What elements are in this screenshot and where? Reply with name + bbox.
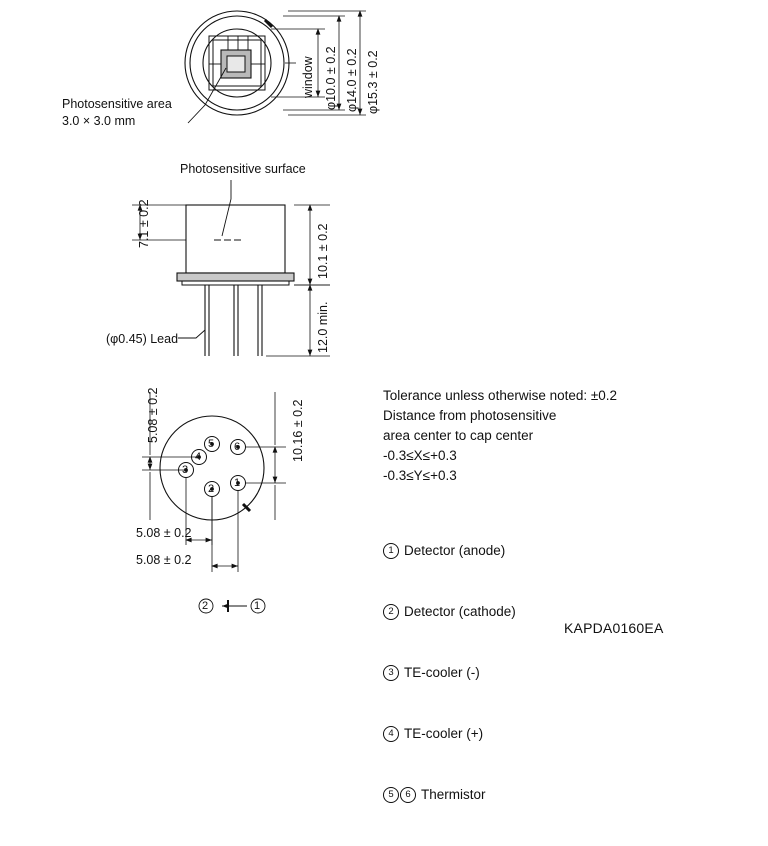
dim-span-vertical: 10.16 ± 0.2 [291,399,305,462]
legend-item-2 [383,602,516,622]
tolerance-note-1: Tolerance unless otherwise noted: ±0.2 [383,388,618,403]
legend-item-3 [383,663,516,683]
legend-mark-3: 3 [383,665,399,681]
pin-number-2: 2 [208,483,215,495]
dim-lead-length: 12.0 min. [316,301,330,353]
photosensitive-area-label-line1: Photosensitive area [62,97,172,111]
legend-mark-1: 1 [383,543,399,559]
dim-pitch-vertical: 5.08 ± 0.2 [146,387,160,443]
side-view-shape [177,205,294,356]
orientation-key-right-pin: 1 [254,600,261,612]
dim-body-height: 10.1 ± 0.2 [316,223,330,279]
legend-label-3: TE-cooler (-) [404,664,480,680]
tolerance-note-2: Distance from photosensitive [383,408,557,423]
orientation-key-left-pin: 2 [202,600,209,612]
dim-pitch-horizontal-1: 5.08 ± 0.2 [136,526,192,540]
legend-label-5: Thermistor [421,786,486,802]
dim-cap-diameter: φ14.0 ± 0.2 [345,48,359,112]
lead-label: (φ0.45) Lead [106,332,179,346]
dim-flange-diameter: φ15.3 ± 0.2 [366,50,380,114]
tolerance-note-4: -0.3≤X≤+0.3 [383,448,457,463]
photosensitive-area-label-line2: 3.0 × 3.0 mm [62,114,136,128]
drawing-code: KAPDA0160EA [564,620,664,636]
legend-label-2: Detector (cathode) [404,603,516,619]
photosensitive-surface-leader [222,180,231,236]
dim-height-top: 7.1 ± 0.2 [137,199,151,248]
legend-mark-5: 5 [383,787,399,803]
pin-number-1: 1 [234,477,241,489]
legend-mark-6: 6 [400,787,416,803]
photosensitive-area-leader [188,68,226,123]
pin-number-5: 5 [208,438,215,450]
legend-mark-2: 2 [383,604,399,620]
tolerance-note-5: -0.3≤Y≤+0.3 [383,468,457,483]
dim-pitch-horizontal-2: 5.08 ± 0.2 [136,553,192,567]
legend-mark-4: 4 [383,726,399,742]
pin-number-3: 3 [182,464,189,476]
lead-leader [178,330,205,338]
pin-number-4: 4 [195,451,202,463]
tolerance-note-3: area center to cap center [383,428,534,443]
pin-legend [383,500,516,846]
dim-window-diameter: φ10.0 ± 0.2 [324,46,338,110]
pin-number-6: 6 [234,441,241,453]
photosensitive-surface-label: Photosensitive surface [180,162,306,176]
legend-label-4: TE-cooler (+) [404,725,484,741]
legend-label-1: Detector (anode) [404,542,506,558]
legend-item-1 [383,541,516,561]
window-label: window [301,56,315,98]
legend-item-5 [383,785,516,805]
top-view-shape [185,11,289,115]
legend-item-4 [383,724,516,744]
